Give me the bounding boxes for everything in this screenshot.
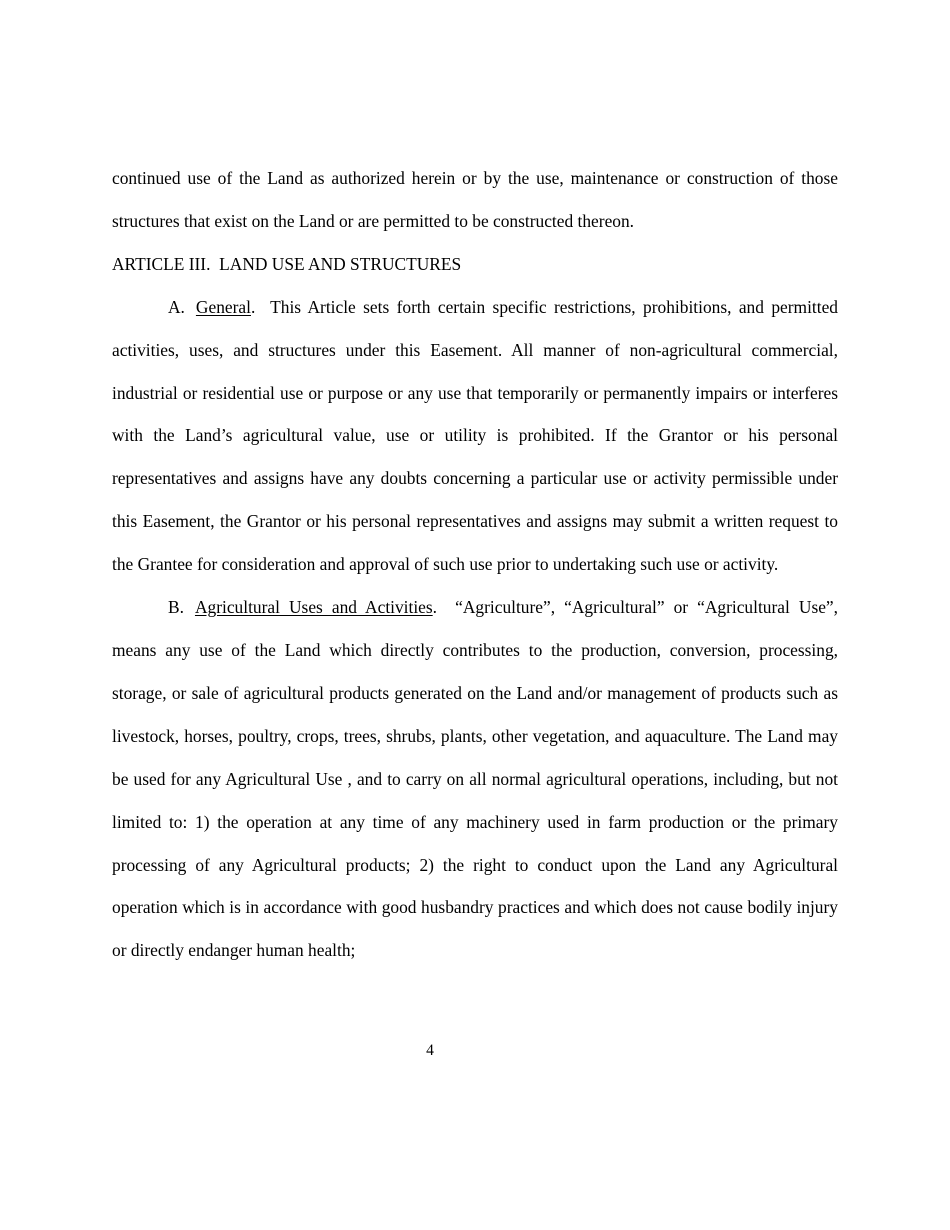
section-a-paragraph: [112, 286, 838, 586]
section-b-title-punct: .: [432, 597, 438, 618]
section-b-title: Agricultural Uses and Activities: [194, 597, 433, 618]
document-body: [112, 157, 838, 972]
article-heading: ARTICLE III. LAND USE AND STRUCTURES: [112, 253, 462, 274]
continued-paragraph: continued use of the Land as authorized herein or by the use, maintenance or construction of those structures that exist on the Land or are permitted to be constructed thereon.: [112, 168, 838, 231]
section-b-label: B.: [168, 597, 184, 618]
page-number: 4: [426, 1042, 434, 1059]
section-a-label: A.: [168, 296, 185, 317]
section-b-body: “Agriculture”, “Agricultural” or “Agricultural Use”, means any use of the Land which directly contributes to the production, conversion, processing, storage, or sale of agricultural products generated on the Land and/or management of products such as livestock, horses, poultry, crops, trees, shrubs, plants, other vegetation, and aquaculture. The Land may be used for any Agricultural Use , and to carry on all normal agricultural operations, including, but not limited to: 1) the operation at any time of any machinery used in farm production or the primary processing of any Agricultural products; 2) the right to conduct upon the Land any Agricultural operation which is in accordance with good husbandry practices and which does not cause bodily injury or directly endanger human health;: [112, 597, 838, 961]
section-b-paragraph: [112, 586, 838, 972]
section-a-body: This Article sets forth certain specific restrictions, prohibitions, and permitted activities, uses, and structures under this Easement. All manner of non-agricultural commercial, industrial or residential use or purpose or any use that temporarily or permanently impairs or interferes with the Land’s agricultural value, use or utility is prohibited. If the Grantor or his personal representatives and assigns have any doubts concerning a particular use or activity permissible under this Easement, the Grantor or his personal representatives and assigns may submit a written request to the Grantee for consideration and approval of such use prior to undertaking such use or activity.: [112, 296, 838, 575]
section-a-title: General: [195, 296, 251, 317]
section-a-title-punct: .: [250, 296, 256, 317]
